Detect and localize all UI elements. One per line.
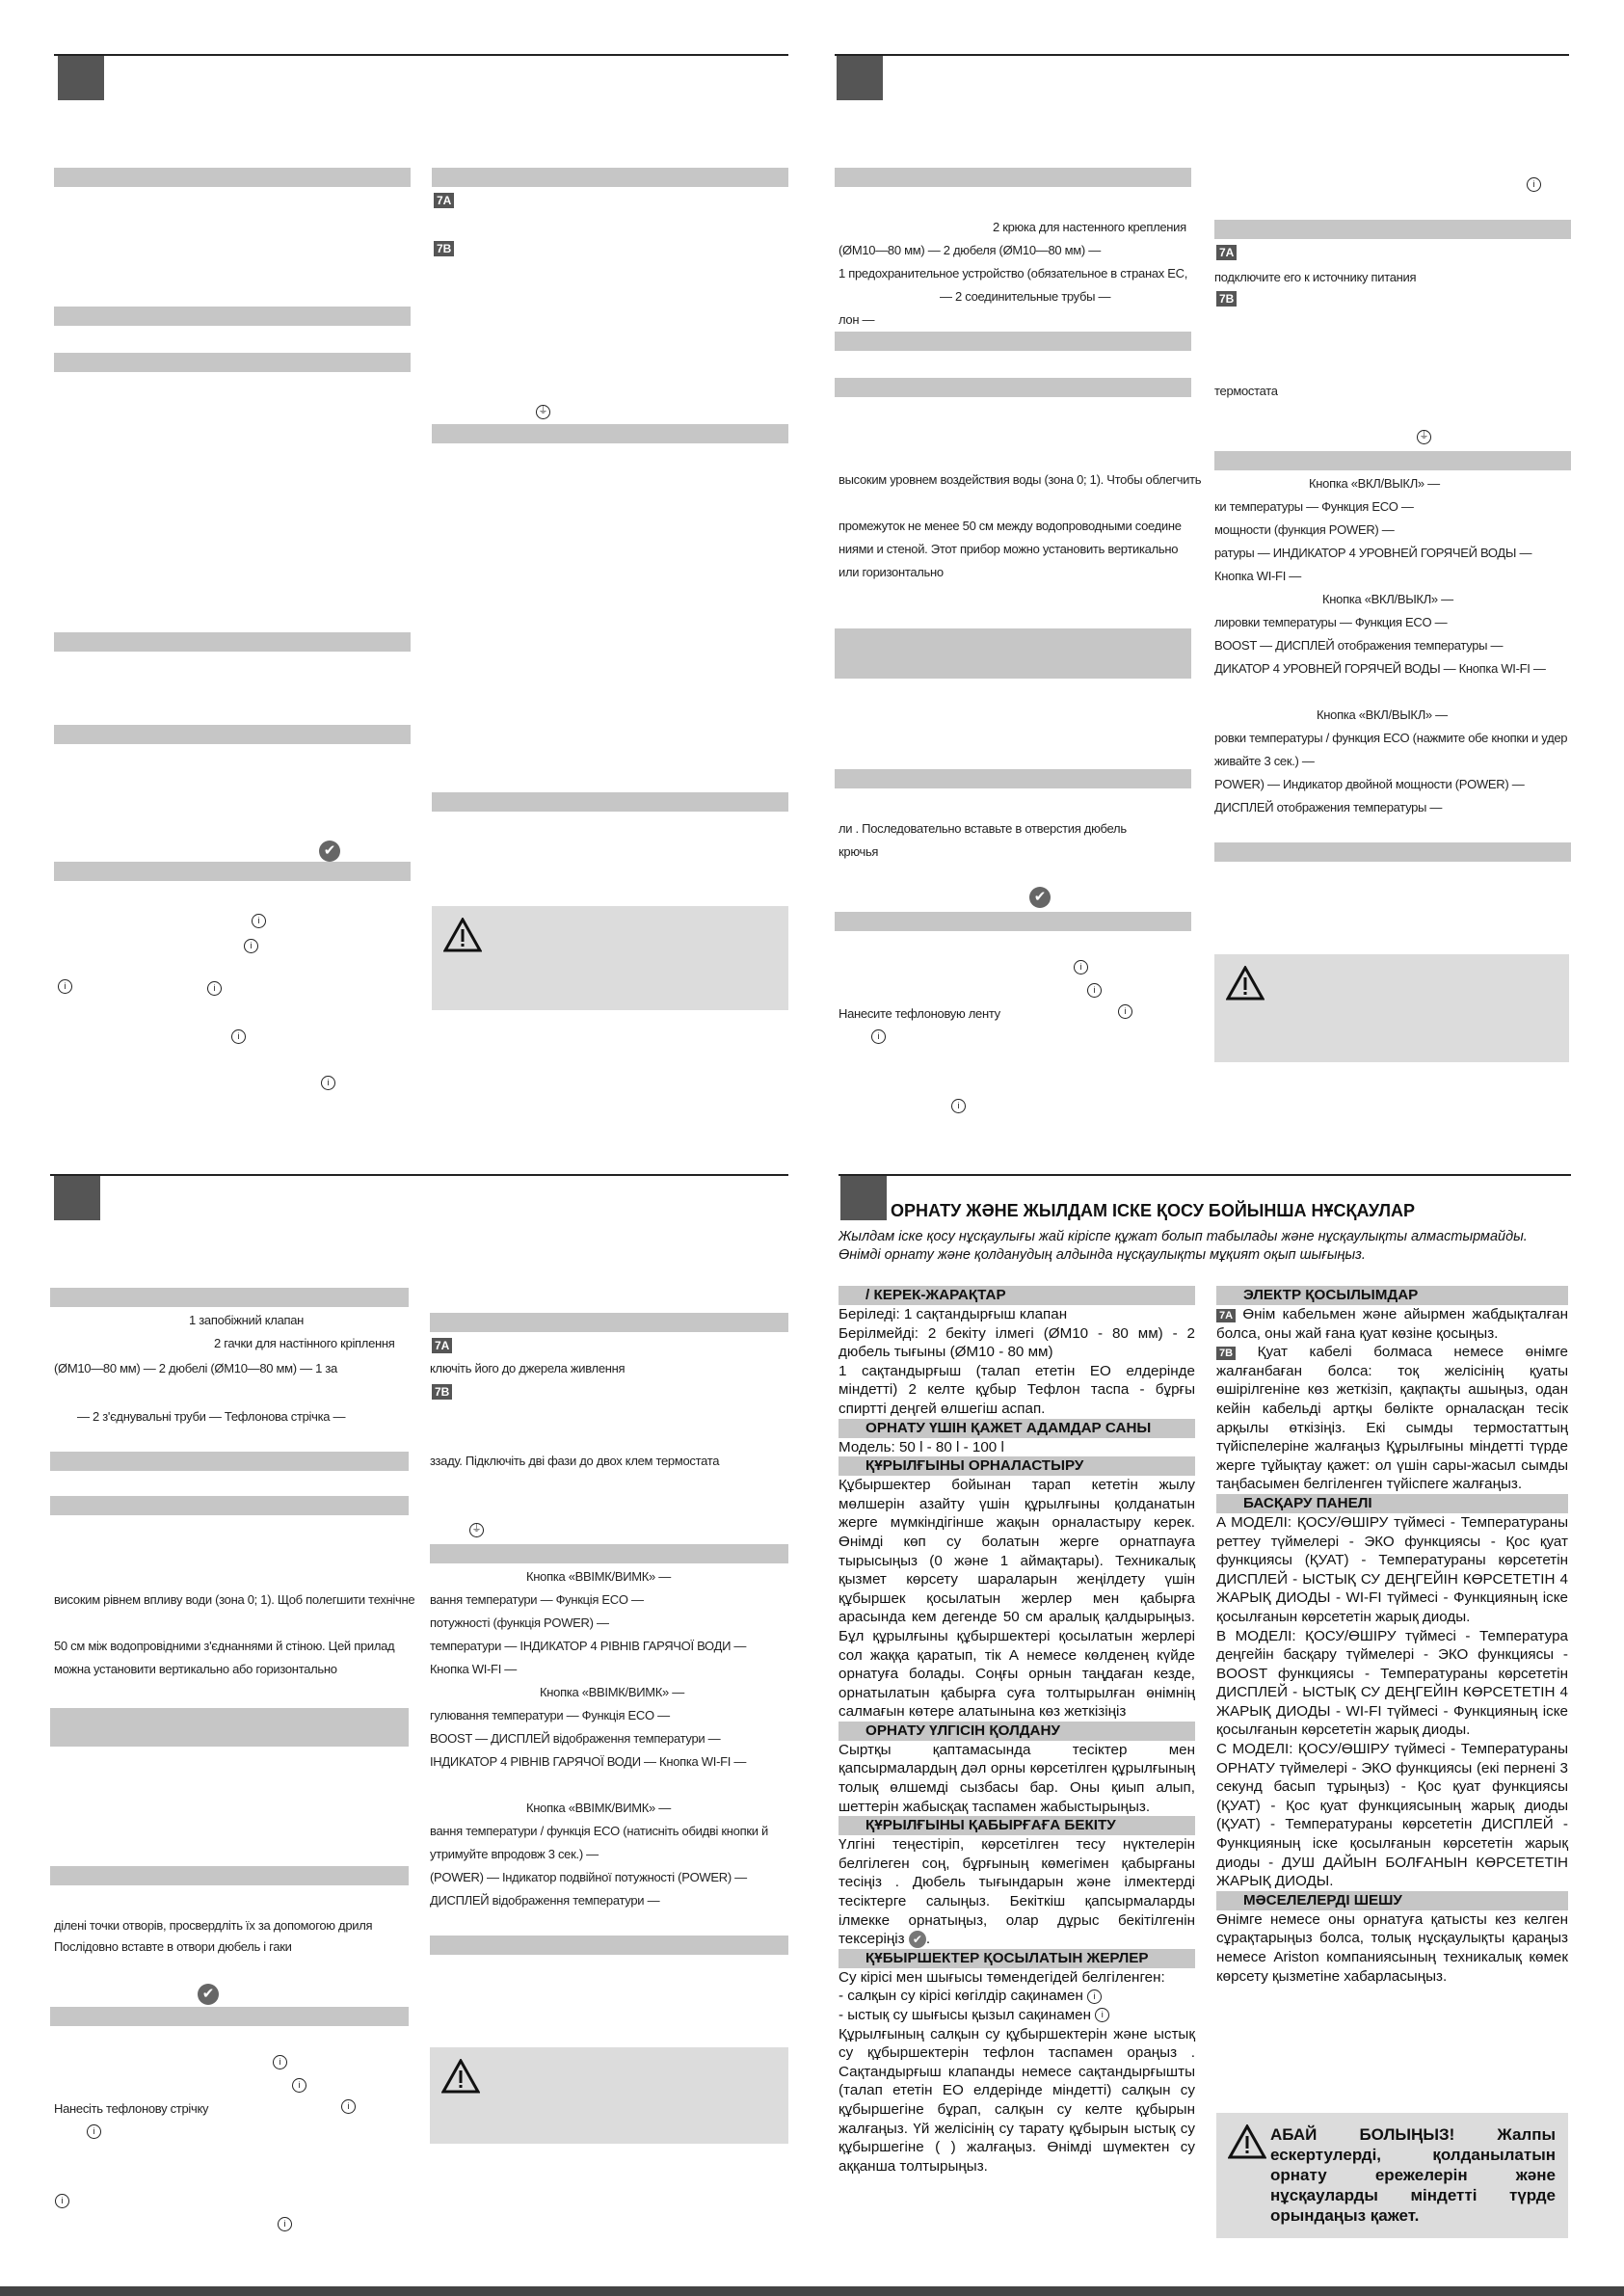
text-electrical-1 <box>1216 1305 1568 1343</box>
text-tools-3: 1 сақтандырғыш (талап ететін ЕО елдерінде міндетті) 2 келте құбыр Тефлон таспа - бұрғы спиртті деңгей өлшегіш аспап. <box>839 1362 1195 1417</box>
section-marker <box>837 56 883 100</box>
ground-icon: ⏚ <box>1417 430 1431 444</box>
text-fragment: 1 предохранительное устройство (обязательное в странах ЕС, <box>839 266 1188 280</box>
tag-7a: 7A <box>1216 1309 1236 1322</box>
text-fragment: промежуток не менее 50 см между водопроводными соедине <box>839 519 1182 533</box>
text-fragment: ратуры — ИНДИКАТОР 4 УРОВНЕЙ ГОРЯЧЕЙ ВОДЫ — <box>1214 546 1532 560</box>
text-fragment: Послідовно вставте в отвори дюбель і гаки <box>54 1939 292 1954</box>
warning-icon <box>1228 2124 1266 2159</box>
check-icon: ✔ <box>319 841 340 862</box>
text-pipes-2 <box>839 1987 1195 2006</box>
callout-icon: i <box>292 2078 306 2093</box>
text-fragment: ДИКАТОР 4 УРОВНЕЙ ГОРЯЧЕЙ ВОДЫ — Кнопка WI-FI — <box>1214 661 1546 676</box>
ground-icon: ⏚ <box>469 1523 484 1537</box>
tag-7b: 7B <box>434 241 454 256</box>
tag-7a: 7A <box>1216 245 1237 260</box>
section-bar <box>835 378 1191 397</box>
text-fragment: Кнопка WI-FI — <box>1214 569 1302 583</box>
callout-icon: i <box>207 981 222 996</box>
section-bar <box>835 332 1191 351</box>
text-fragment: вання температури / функція ECO (натисніть обидві кнопки й <box>430 1824 768 1838</box>
section-bar <box>54 632 411 652</box>
heading-pipes: ҚҰБЫРШЕКТЕР ҚОСЫЛАТЫН ЖЕРЛЕР <box>839 1949 1195 1968</box>
callout-icon: i <box>341 2099 356 2114</box>
section-bar <box>1214 451 1571 470</box>
text-tools-2: Берілмейді: 2 бекіту ілмегі (ØМ10 - 80 мм) - 2 дюбель тығыны (ØМ10 - 80 мм) <box>839 1324 1195 1361</box>
heading-template: ОРНАТУ ҮЛГІСІН ҚОЛДАНУ <box>839 1722 1195 1741</box>
callout-icon: i <box>871 1029 886 1044</box>
section-bar <box>50 1288 409 1307</box>
text-fragment: ділені точки отворів, просвердліть їх за допомогою дриля <box>54 1918 373 1933</box>
section-bar <box>835 912 1191 931</box>
text-fragment: ДИСПЛЕЙ отображения температуры — <box>1214 800 1443 814</box>
text-fragment: мощности (функция POWER) — <box>1214 522 1395 537</box>
header-rule <box>839 1174 1571 1176</box>
text-fragment: потужності (функція POWER) — <box>430 1615 609 1630</box>
tag-7b: 7B <box>432 1384 452 1400</box>
heading-tools: / КЕРЕК-ЖАРАҚТАР <box>839 1286 1195 1305</box>
header-rule <box>54 54 788 56</box>
text-fragment: (POWER) — Індикатор подвійної потужності (POWER) — <box>430 1870 747 1884</box>
text-tools-1: Беріледі: 1 сақтандырғыш клапан <box>839 1306 1068 1322</box>
text-fragment: Кнопка «ВКЛ/ВЫКЛ» — <box>1317 707 1448 722</box>
text-fragment: ки температуры — Функция ECO — <box>1214 499 1414 514</box>
text-fragment: (ØМ10—80 мм) — 2 дюбеля (ØМ10—80 мм) — <box>839 243 1101 257</box>
text-people: Модель: 50 l - 80 l - 100 l <box>839 1438 1004 1455</box>
heading-electrical: ЭЛЕКТР ҚОСЫЛЫМДАР <box>1216 1286 1568 1305</box>
callout-icon: i <box>278 2217 292 2231</box>
text-pipes-2-body: - салқын су кірісі көгілдір сақинамен <box>839 1988 1083 2005</box>
warning-text: АБАЙ БОЛЫҢЫЗ! Жалпы ескертулерді, қолданылатын орнату ережелерін және нұсқауларды міндетті түрде орындаңыз қажет. <box>1270 2125 1556 2225</box>
section-marker <box>840 1176 887 1220</box>
text-wall-mount-body: Үлгіні теңестіріп, көрсетілген тесу нүктелерін белгілеген соң, бұрғының көмегімен қабырғаны тесіңіз . Дюбель тығындарын және ілмектерді тесіктерге салыңыз. Бекіткіш қапсырмаларды ілмекке орнатыңыз, олар дұрыс бекітілгенін тексеріңіз <box>839 1836 1195 1948</box>
text-fragment: ниями и стеной. Этот прибор можно установить вертикально <box>839 542 1179 556</box>
warning-box <box>430 2047 788 2144</box>
text-fragment: ровки температуры / функция ECO (нажмите обе кнопки и удер <box>1214 731 1568 745</box>
text-electrical-1-body: Өнім кабельмен және айырмен жабдықталған болса, оны жай ғана қуат көзіне қосыңыз. <box>1216 1306 1568 1342</box>
section-bar <box>430 1936 788 1955</box>
text-fragment: лон — <box>839 312 875 327</box>
section-bar <box>835 769 1191 788</box>
text-fragment: ДИСПЛЕЙ відображення температури — <box>430 1893 660 1908</box>
text-fragment: крючья <box>839 844 879 859</box>
callout-icon: i <box>55 2194 69 2208</box>
text-fragment: вання температури — Функція ECO — <box>430 1592 644 1607</box>
section-bar <box>50 1496 409 1515</box>
text-model-b: B МОДЕЛІ: ҚОСУ/ӨШІРУ түймесі - Температура деңгейін басқару түймелері - ЭКО функциясы - BOOST функциясы - Температураны көрсететін ДИСПЛЕЙ - ЫСТЫҚ СУ ДЕҢГЕЙІН КӨРСЕТЕТІН 4 ЖАРЫҚ ДИОДЫ - WI-FI түймесі - Функцияның іске қосылғанын көрсететін жарық диоды. <box>1216 1627 1568 1739</box>
text-fragment: Кнопка «ВВІМК/ВИМК» — <box>526 1801 671 1815</box>
text-wall-mount: Үлгіні теңестіріп, көрсетілген тесу нүктелерін белгілеген соң, бұрғының көмегімен қабырғаны тесіңіз . Дюбель тығындарын және ілмектерді тесіктерге салыңыз. Бекіткіш қапсырмаларды ілмекке орнатыңыз, олар дұрыс бекітілгенін тексеріңіз ✔ . <box>839 1836 1195 1948</box>
text-fragment: (ØМ10—80 мм) — 2 дюбелі (ØМ10—80 мм) — 1 за <box>54 1361 337 1375</box>
text-fragment: гулювання температури — Функція ECO — <box>430 1708 670 1722</box>
section-bar <box>430 1544 788 1563</box>
bottom-edge <box>0 2286 1624 2296</box>
text-fragment: ІНДИКАТОР 4 РІВНІВ ГАРЯЧОЇ ВОДИ — Кнопка WI-FI — <box>430 1754 747 1769</box>
header-rule <box>50 1174 788 1176</box>
tag-7a: 7A <box>434 193 454 208</box>
callout-icon: i <box>1095 2008 1109 2022</box>
section-bar <box>432 168 788 187</box>
text-model-c: C МОДЕЛІ: ҚОСУ/ӨШІРУ түймесі - Температураны ОРНАТУ түймелері - ЭКО функциясы (екі пернені 3 секунд басып тұрыңыз) - Қос қуат функциясы (ҚУАТ) - Қос қуат функциясының жарық диоды (ҚУАТ) - Температураны көрсететін ДИСПЛЕЙ - Функцияның іске қосылғанын көрсететін жарық диоды - ДУШ ДАЙЫН БОЛҒАНЫН КӨРСЕТЕТІН ЖАРЫҚ ДИОДЫ. <box>1216 1741 1568 1890</box>
heading-control-panel: БАСҚАРУ ПАНЕЛІ <box>1216 1494 1568 1513</box>
text-fragment: 2 крюка для настенного крепления <box>993 220 1186 234</box>
text-fragment: Нанесіть тефлонову стрічку <box>54 2101 209 2116</box>
tag-7b: 7B <box>1216 291 1237 307</box>
callout-icon: i <box>1527 177 1541 192</box>
section-bar <box>50 1866 409 1885</box>
warning-box <box>1216 2113 1568 2238</box>
tag-7b: 7B <box>1216 1347 1236 1360</box>
warning-icon <box>1226 966 1265 1001</box>
text-fragment: или горизонтально <box>839 565 944 579</box>
callout-icon: i <box>273 2055 287 2069</box>
warning-icon <box>443 918 482 952</box>
heading-troubleshooting: МӘСЕЛЕЛЕРДІ ШЕШУ <box>1216 1891 1568 1910</box>
heading-wall-mount: ҚҰРЫЛҒЫНЫ ҚАБЫРҒАҒА БЕКІТУ <box>839 1816 1195 1835</box>
text-fragment: температури — ІНДИКАТОР 4 РІВНІВ ГАРЯЧОЇ ВОДИ — <box>430 1639 747 1653</box>
text-fragment: POWER) — Индикатор двойной мощности (POWER) — <box>1214 777 1525 791</box>
text-fragment: Кнопка «ВВІМК/ВИМК» — <box>540 1685 684 1699</box>
text-fragment: можна установити вертикально або горизонтально <box>54 1662 337 1676</box>
check-icon: ✔ <box>1029 887 1051 908</box>
text-model-a: A МОДЕЛІ: ҚОСУ/ӨШІРУ түймесі - Температураны реттеу түймелері - ЭКО функциясы - Қос қуат функциясы (ҚУАТ) - Температураны көрсететін ДИСПЛЕЙ - ЫСТЫҚ СУ ДЕҢГЕЙІН КӨРСЕТЕТІН 4 ЖАРЫҚ ДИОДЫ - WI-FI түймесі - Функцияның іске қосылғанын көрсететін жарық диоды. <box>1216 1513 1568 1625</box>
text-fragment: подключите его к источнику питания <box>1214 270 1417 284</box>
section-marker <box>54 1176 100 1220</box>
text-fragment: Кнопка «ВВІМК/ВИМК» — <box>526 1569 671 1584</box>
section-bar <box>835 168 1191 187</box>
text-troubleshooting: Өнімге немесе оны орнатуға қатысты кез келген сұрақтарыңыз болса, толық нұсқаулықты қараңыз немесе Ariston компаниясының техникалық көмек көрсету қызметіне хабарласыңыз. <box>1216 1910 1568 1985</box>
warning-icon <box>441 2059 480 2094</box>
section-bar <box>1214 842 1571 862</box>
page-title: ОРНАТУ ЖӘНЕ ЖЫЛДАМ ІСКЕ ҚОСУ БОЙЫНША НҰСҚАУЛАР <box>891 1201 1415 1220</box>
text-template: Сыртқы қаптамасында тесіктер мен қапсырмалардың дәл орны көрсетілген құрылғының толық өлшемді сызбасы бар. Оны қиып алып, шеттерін жабысқақ таспамен жабыстырыңыз. <box>839 1741 1195 1815</box>
section-bar <box>50 1708 409 1747</box>
text-electrical-2 <box>1216 1343 1568 1494</box>
text-pipes-1: Су кірісі мен шығысы төмендегідей белгіленген: <box>839 1968 1165 1986</box>
text-fragment: утримуйте впродовж 3 сек.) — <box>430 1847 599 1861</box>
section-bar <box>54 168 411 187</box>
section-bar <box>54 353 411 372</box>
text-pipes-3-body: - ыстық су шығысы қызыл сақинамен <box>839 2007 1092 2023</box>
callout-icon: i <box>951 1099 966 1113</box>
text-placement: Құбыршектер бойынан тарап кететін жылу мөлшерін азайту үшін құрылғыны қолданатын жерге мүмкіндігінше жақын орналастыру керек. Өнімді көп су болатын жерге орнатпауға тырысыңыз (0 және 1 аймақтары). Техникалық қызмет көрсету шараларын жеңілдету үшін құбыршек қосылатын жерлер мен қабырға арасында кем дегенде 50 см аралық қалдырыңыз. Бұл құрылғыны құбыршектері қосылатын жерлері сол жаққа қаратып, тік А немесе көлденең күйде орнатуға болады. Соңғы орнын таңдаған кезде, орнатылатын қабырға суға толтырылған өнімнің салмағын көтере алатынына көз жеткізіңіз <box>839 1477 1195 1721</box>
section-bar <box>50 1452 409 1471</box>
callout-icon: i <box>231 1029 246 1044</box>
text-electrical-2-body: Қуат кабелі болмаса немесе өнімге жалғанбаған болса: тоқ желісінің қуаты өшірілгеніне көз жеткізіп, қақпақты ашыңыз, одан кейін кабельді артқы бөлікте орналасқан тесік арқылы өткізіңіз. Екі сымды термостаттың түйіспелеріне жалғаңыз Құрылғыны міндетті түрде жерге тұйықтау қажет: ол үшін сары-жасыл сымды таңбасымен белгіленген түйіспеге жалғаңыз. <box>1216 1344 1568 1493</box>
check-icon: ✔ <box>909 1931 926 1948</box>
text-fragment: 1 запобіжний клапан <box>189 1313 305 1327</box>
warning-box <box>1214 954 1569 1062</box>
heading-placement: ҚҰРЫЛҒЫНЫ ОРНАЛАСТЫРУ <box>839 1456 1195 1476</box>
text-fragment: ли . Последовательно вставьте в отверстия дюбель <box>839 821 1127 836</box>
text-fragment: термостата <box>1214 384 1278 398</box>
text-fragment: 2 гачки для настінного кріплення <box>214 1336 395 1350</box>
tag-7a: 7A <box>432 1338 452 1353</box>
text-pipes-3 <box>839 2006 1195 2025</box>
section-marker <box>58 56 104 100</box>
text-fragment: Кнопка WI-FI — <box>430 1662 518 1676</box>
section-bar <box>835 628 1191 679</box>
callout-icon: i <box>1118 1004 1132 1019</box>
section-bar <box>54 725 411 744</box>
section-bar <box>432 792 788 812</box>
callout-icon: i <box>321 1076 335 1090</box>
section-bar <box>50 2007 409 2026</box>
text-fragment: живайте 3 сек.) — <box>1214 754 1315 768</box>
text-fragment: — 2 з'єднувальні труби — Тефлонова стрічка — <box>77 1409 346 1424</box>
text-fragment: — 2 соединительные трубы — <box>940 289 1111 304</box>
ground-icon: ⏚ <box>536 405 550 419</box>
right-column <box>1216 1286 1568 1986</box>
text-fragment: ключіть його до джерела живлення <box>430 1361 626 1375</box>
callout-icon: i <box>1087 1989 1102 2004</box>
left-column <box>839 1286 1195 2176</box>
check-icon: ✔ <box>198 1984 219 2005</box>
text-fragment: Нанесите тефлоновую ленту <box>839 1006 1000 1021</box>
text-fragment: лировки температуры — Функция ECO — <box>1214 615 1448 629</box>
text-fragment: ззаду. Підключіть дві фази до двох клем термостата <box>430 1454 720 1468</box>
section-bar <box>432 424 788 443</box>
callout-icon: i <box>87 2124 101 2139</box>
text-pipes-4: Құрылғының салқын су құбыршектерін және ыстық су құбыршектерін тефлон таспамен ораңыз . Сақтандырғыш клапанды немесе сақтандырғышты (талап ететін ЕО елдерінде міндетті) салқын су құбыршегіне бұрап, салқын су келте құбырын жалғаңыз. Үй желісінің су тарату құбырын ыстық су құбыршегіне ( ) жалғаңыз. Өнімді шүмектен су аққанша толтырыңыз. <box>839 2025 1195 2175</box>
callout-icon: i <box>252 914 266 928</box>
text-fragment: высоким уровнем воздействия воды (зона 0; 1). Чтобы облегчить <box>839 472 1202 487</box>
text-fragment: 50 см між водопровідними з'єднаннями й стіною. Цей прилад <box>54 1639 395 1653</box>
text-fragment: Кнопка «ВКЛ/ВЫКЛ» — <box>1309 476 1440 491</box>
section-bar <box>1214 220 1571 239</box>
section-bar <box>54 862 411 881</box>
callout-icon: i <box>244 939 258 953</box>
callout-icon: i <box>1074 960 1088 974</box>
text-fragment: Кнопка «ВКЛ/ВЫКЛ» — <box>1322 592 1453 606</box>
callout-icon: i <box>1087 983 1102 998</box>
section-bar <box>430 1313 788 1332</box>
page-subtitle: Жылдам іске қосу нұсқаулығы жай кіріспе құжат болып табылады және нұсқаулықты алмастырмайды. Өнімді орнату және қолданудың алдында нұсқаулықты мұқият оқып шығыңыз. <box>839 1229 1528 1263</box>
heading-people: ОРНАТУ ҮШІН ҚАЖЕТ АДАМДАР САНЫ <box>839 1419 1195 1438</box>
warning-box <box>432 906 788 1010</box>
section-bar <box>54 307 411 326</box>
text-fragment: BOOST — ДИСПЛЕЙ отображения температуры — <box>1214 638 1504 653</box>
text-fragment: BOOST — ДИСПЛЕЙ відображення температури — <box>430 1731 721 1746</box>
text-fragment: високим рівнем впливу води (зона 0; 1). Щоб полегшити технічне <box>54 1592 415 1607</box>
header-rule <box>835 54 1569 56</box>
callout-icon: i <box>58 979 72 994</box>
